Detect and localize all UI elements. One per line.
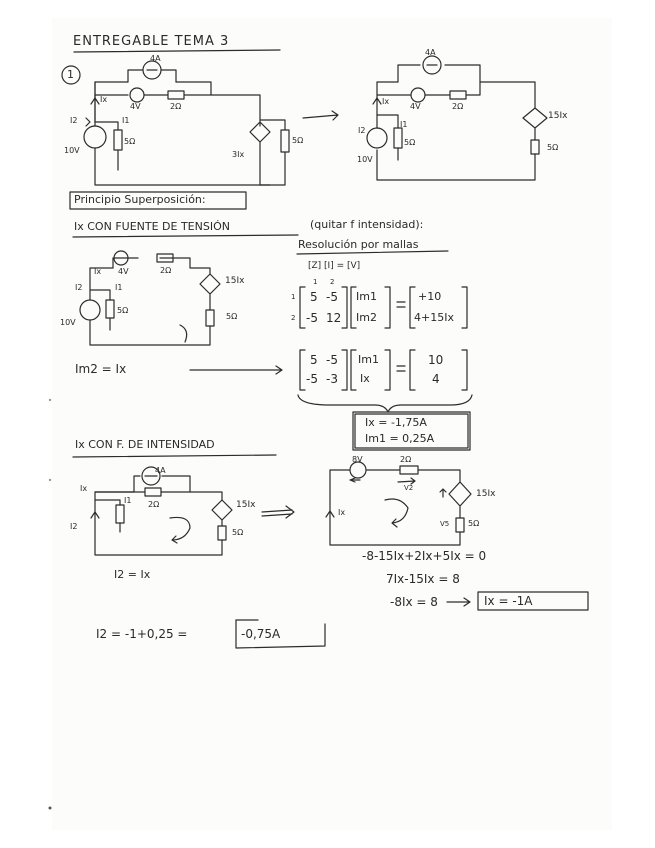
- c4-15ix-label: 15Ix: [236, 500, 256, 510]
- c3-ix-label: Ix: [94, 267, 102, 276]
- m1-v1: +10: [418, 290, 442, 303]
- c3-2ohm-label: 2Ω: [160, 266, 172, 275]
- curly-brace: [298, 395, 472, 412]
- circuit-1-diagram: [84, 61, 289, 185]
- c5-v5-label: V5: [440, 520, 450, 528]
- m1-i1: Im1: [356, 290, 377, 303]
- c2-4a-label: 4A: [425, 48, 436, 57]
- part-b-underline: [73, 455, 276, 457]
- m2-v2: 4: [432, 372, 440, 386]
- circuit-3-diagram: [80, 251, 220, 345]
- c2-i1-label: I1: [400, 120, 408, 129]
- c4-i1-label: I1: [124, 496, 132, 505]
- m2-z22: -3: [326, 372, 338, 386]
- transform-arrow: [303, 111, 338, 120]
- mesh-equation: [Z] [I] = [V]: [308, 261, 361, 271]
- circuit-4-diagram: [91, 467, 232, 555]
- c3-5ohm-b-label: 5Ω: [226, 312, 238, 321]
- section-heading: Principio Superposición:: [74, 193, 206, 206]
- c2-4v-label: 4V: [410, 102, 421, 111]
- c2-i2-label: I2: [358, 126, 366, 135]
- row-label-1: 1: [291, 293, 296, 301]
- c1-ix-label: Ix: [100, 95, 108, 104]
- m1-z12: -5: [326, 290, 338, 304]
- c5-15ix-label: 15Ix: [476, 489, 496, 499]
- m1-i2: Im2: [356, 311, 377, 324]
- c1-3ix-label: 3Ix: [232, 150, 245, 159]
- c3-5ohm-label: 5Ω: [117, 306, 129, 315]
- relation-arrow: [190, 366, 282, 374]
- col-label-1: 1: [313, 278, 318, 286]
- c1-i2-label: I2: [70, 116, 78, 125]
- equation-1: -8-15Ix+2Ix+5Ix = 0: [362, 549, 487, 563]
- c5-v2-label: V2: [404, 484, 414, 492]
- final-result: -0,75A: [241, 627, 281, 641]
- result-b: Ix = -1A: [484, 594, 533, 608]
- c1-i1-label: I1: [122, 116, 130, 125]
- c1-5ohm-label: 5Ω: [124, 137, 136, 146]
- result-im1: Im1 = 0,25A: [365, 432, 435, 445]
- c5-ix-label: Ix: [338, 508, 346, 517]
- c3-i1-label: I1: [115, 283, 123, 292]
- mesh-underline: [297, 251, 448, 254]
- m1-v2: 4+15Ix: [414, 311, 454, 324]
- relation-b: I2 = Ix: [114, 568, 151, 581]
- c1-4v-label: 4V: [130, 102, 141, 111]
- equation-3: -8Ix = 8: [390, 595, 438, 609]
- page-title: ENTREGABLE TEMA 3: [73, 34, 230, 49]
- c2-10v-label: 10V: [357, 155, 373, 164]
- c3-4v-label: 4V: [118, 267, 129, 276]
- c1-10v-label: 10V: [64, 146, 80, 155]
- c3-i2-label: I2: [75, 283, 83, 292]
- c4-ix-label: Ix: [80, 484, 88, 493]
- m2-z11: 5: [310, 353, 318, 367]
- mesh-method-label: Resolución por mallas: [298, 238, 419, 251]
- transform-arrow-b: [262, 506, 294, 518]
- circuit-5-diagram: [326, 462, 471, 545]
- c2-5ohm-b-label: 5Ω: [547, 143, 559, 152]
- c5-8v-label: 8V: [352, 455, 363, 464]
- m1-z22: 12: [326, 311, 342, 325]
- c3-10v-label: 10V: [60, 318, 76, 327]
- c2-15ix-label: 15Ix: [548, 111, 568, 121]
- result-ix: Ix = -1,75A: [365, 416, 427, 429]
- c2-ix-label: Ix: [382, 97, 390, 106]
- c5-5ohm-label: 5Ω: [468, 519, 480, 528]
- relation-a: Im2 = Ix: [75, 362, 127, 376]
- implies-arrow: [447, 598, 470, 606]
- c2-5ohm-label: 5Ω: [404, 138, 416, 147]
- m2-z12: -5: [326, 353, 338, 367]
- c4-2ohm-label: 2Ω: [148, 500, 160, 509]
- col-label-2: 2: [330, 278, 335, 286]
- problem-number: 1: [67, 68, 74, 81]
- m1-z11: 5: [310, 290, 318, 304]
- c5-2ohm-label: 2Ω: [400, 455, 412, 464]
- m1-z21: -5: [306, 311, 318, 325]
- m2-z21: -5: [306, 372, 318, 386]
- final-expression: I2 = -1+0,25 =: [96, 627, 188, 641]
- c4-5ohm-label: 5Ω: [232, 528, 244, 537]
- c4-i2-label: I2: [70, 522, 78, 531]
- part-a-heading: Ix CON FUENTE DE TENSIÓN: [74, 220, 230, 233]
- c3-15ix-label: 15Ix: [225, 276, 245, 286]
- m2-i1: Im1: [358, 353, 379, 366]
- part-b-heading: Ix CON F. DE INTENSIDAD: [75, 438, 215, 451]
- c1-4a-label: 4A: [150, 54, 161, 63]
- part-a-note: (quitar f intensidad):: [310, 218, 424, 231]
- c4-4a-label: 4A: [155, 466, 166, 475]
- c1-2ohm-label: 2Ω: [170, 102, 182, 111]
- margin-dot: [49, 399, 51, 401]
- row-label-2: 2: [291, 314, 296, 322]
- c2-2ohm-label: 2Ω: [452, 102, 464, 111]
- c1-5ohm-b-label: 5Ω: [292, 136, 304, 145]
- circuit-2-diagram: [367, 56, 547, 180]
- title-underline: [74, 50, 280, 52]
- m2-i2: Ix: [360, 372, 370, 385]
- part-a-underline: [73, 235, 298, 237]
- equation-2: 7Ix-15Ix = 8: [386, 572, 460, 586]
- m2-v1: 10: [428, 353, 444, 367]
